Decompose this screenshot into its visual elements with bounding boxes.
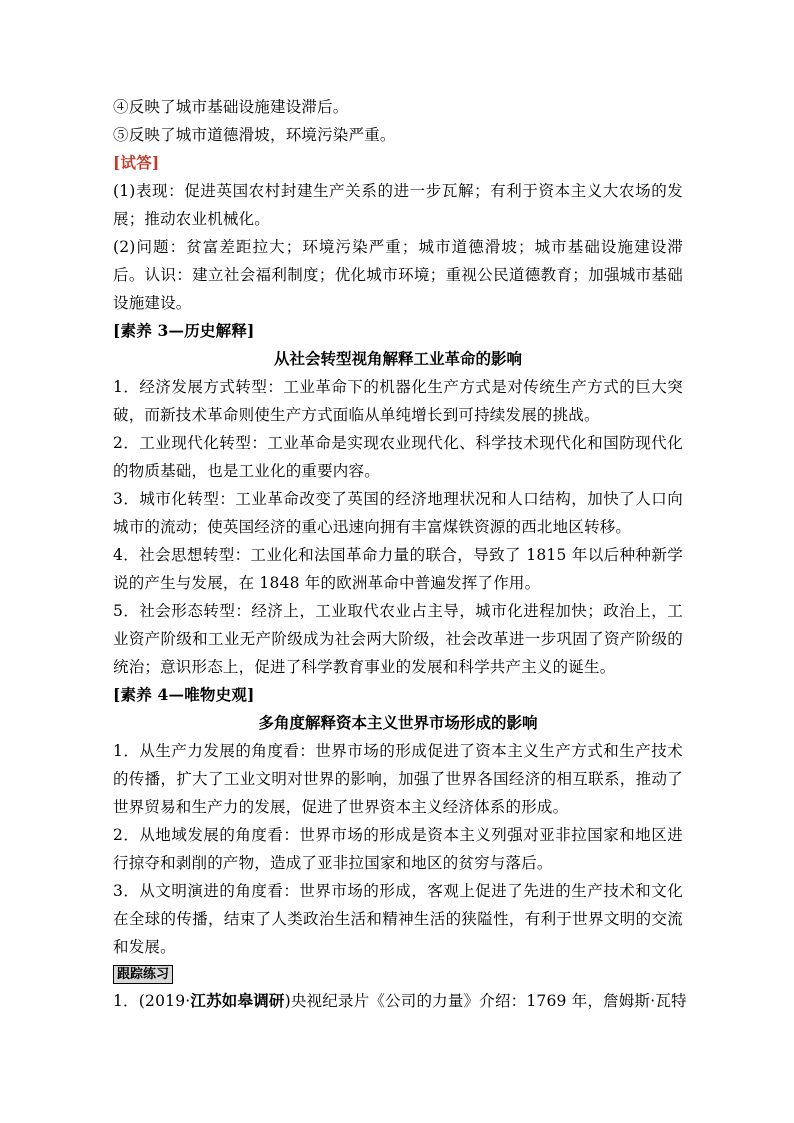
section-3-para-5: 5．社会形态转型：经济上，工业取代农业占主导，城市化进程加快；政治上，工业资产阶级和工业无产阶级成为社会两大阶级，社会改革进一步巩固了资产阶级的统治；意识形态上，促进了科学教育事业的发展和科学共产主义的诞生。 [113,602,683,676]
question-1-prefix: 1．(2019· [113,992,191,1010]
section-3-para-4: 4．社会思想转型：工业化和法国革命力量的联合，导致了 1815 年以后种种新学说的产生与发展，在 1848 年的欧洲革命中普遍发挥了作用。 [113,546,683,592]
item-4-text: ④反映了城市基础设施建设滞后。 [113,98,349,116]
answer-2: (2)问题：贫富差距拉大；环境污染严重；城市道德滑坡；城市基础设施建设滞后。认识：建立社会福利制度；优化城市环境；重视公民道德教育；加强城市基础设施建设。 [113,238,683,312]
practice-badge: 跟踪练习 [113,965,173,984]
section-3-para-2: 2．工业现代化转型：工业革命是实现农业现代化、科学技术现代化和国防现代化的物质基础，也是工业化的重要内容。 [113,434,683,480]
section-4-para-2: 2．从地域发展的角度看：世界市场的形成是资本主义列强对亚非拉国家和地区进行掠夺和剥削的产物，造成了亚非拉国家和地区的贫穷与落后。 [113,826,683,872]
section-3-label: [素养 3—历史解释] [113,321,255,340]
section-3-title: 从社会转型视角解释工业革命的影响 [273,349,522,368]
section-4-para-3: 3．从文明演进的角度看：世界市场的形成，客观上促进了先进的生产技术和文化在全球的传播，结束了人类政治生活和精神生活的狭隘性，有利于世界文明的交流和发展。 [113,882,683,956]
answer-1: (1)表现：促进英国农村封建生产关系的进一步瓦解；有利于资本主义大农场的发展；推动农业机械化。 [113,182,683,228]
section-4-title: 多角度解释资本主义世界市场形成的影响 [258,713,538,732]
section-3-para-3: 3．城市化转型：工业革命改变了英国的经济地理状况和人口结构，加快了人口向城市的流动；使英国经济的重心迅速向拥有丰富煤铁资源的西北地区转移。 [113,490,683,536]
practice-badge-row [113,961,683,987]
section-4-para-1: 1．从生产力发展的角度看：世界市场的形成促进了资本主义生产方式和生产技术的传播，扩大了工业文明对世界的影响，加强了世界各国经济的相互联系，推动了世界贸易和生产力的发展，促进了世界资本主义经济体系的形成。 [113,742,683,816]
question-1-source: 江苏如皋调研 [190,991,285,1010]
question-1 [113,987,687,1015]
document-page [113,93,687,1015]
question-1-text: )央视纪录片《公司的力量》介绍：1769 年，詹姆斯·瓦特 [284,992,687,1010]
item-5-text: ⑤反映了城市道德滑坡，环境污染严重。 [113,126,396,144]
answer-label: [试答] [113,153,160,172]
section-4-label: [素养 4—唯物史观] [113,685,255,704]
section-3-para-1: 1．经济发展方式转型：工业革命下的机器化生产方式是对传统生产方式的巨大突破，而新技术革命则使生产方式面临从单纯增长到可持续发展的挑战。 [113,378,683,424]
